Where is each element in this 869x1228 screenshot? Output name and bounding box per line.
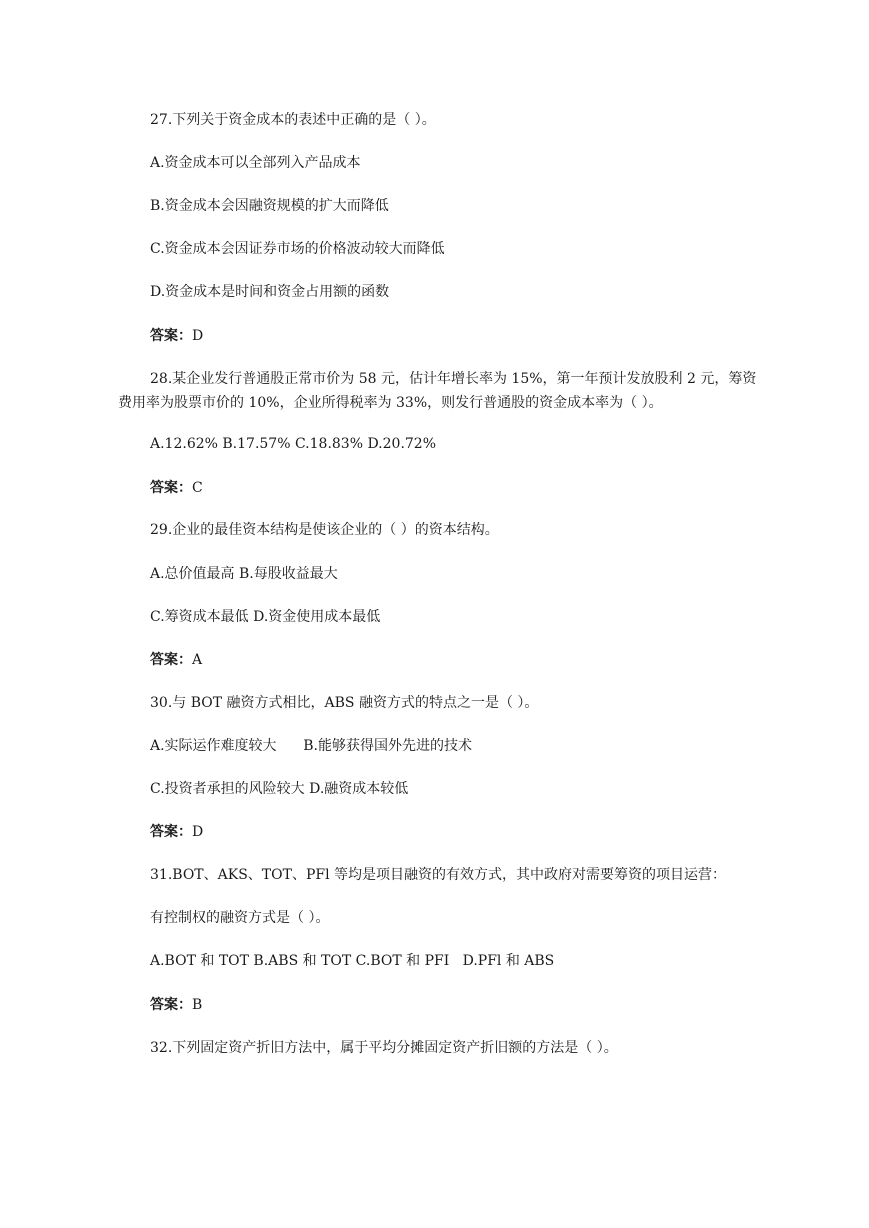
q28-options: A.12.62% B.17.57% C.18.83% D.20.72%	[150, 436, 437, 452]
answer-value: B	[192, 997, 203, 1013]
q30-options-line1: A.实际运作难度较大 B.能够获得国外先进的技术	[150, 738, 472, 754]
q28-answer	[150, 479, 203, 497]
question-31-line2: 有控制权的融资方式是（ ）。	[150, 910, 330, 926]
q27-option-d: D.资金成本是时间和资金占用额的函数	[150, 284, 390, 300]
answer-value: A	[192, 652, 203, 668]
q29-answer	[150, 651, 202, 669]
question-31-line1: 31.BOT、AKS、TOT、PFl 等均是项目融资的有效方式，其中政府对需要筹资的项目运营：	[150, 867, 727, 883]
question-28: 28.某企业发行普通股正常市价为 58 元，估计年增长率为 15%，第一年预计发放股利 2 元，筹资费用率为股票市价的 10%，企业所得税率为 33%，则发行普通股的资金成本率为（ ）。	[118, 371, 757, 411]
answer-label: 答案：	[150, 652, 192, 668]
answer-label: 答案：	[150, 997, 192, 1013]
answer-label: 答案：	[150, 480, 192, 496]
q29-options-line2: C.筹资成本最低 D.资金使用成本最低	[150, 609, 381, 625]
answer-value: C	[192, 480, 203, 496]
q30-answer	[150, 823, 203, 841]
question-27: 27.下列关于资金成本的表述中正确的是（ ）。	[150, 112, 436, 128]
q27-option-c: C.资金成本会因证券市场的价格波动较大而降低	[150, 241, 445, 257]
q30-options-line2: C.投资者承担的风险较大 D.融资成本较低	[150, 781, 409, 797]
question-29: 29.企业的最佳资本结构是使该企业的（ ）的资本结构。	[150, 522, 499, 538]
answer-label: 答案：	[150, 328, 192, 344]
answer-value: D	[192, 824, 204, 840]
q31-answer	[150, 996, 202, 1014]
answer-value: D	[192, 328, 204, 344]
question-32: 32.下列固定资产折旧方法中，属于平均分摊固定资产折旧额的方法是（ ）。	[150, 1040, 618, 1056]
q27-option-a: A.资金成本可以全部列入产品成本	[150, 155, 361, 171]
question-30: 30.与 BOT 融资方式相比，ABS 融资方式的特点之一是（ ）。	[150, 695, 539, 711]
answer-label: 答案：	[150, 824, 192, 840]
q27-answer	[150, 327, 203, 345]
q29-options-line1: A.总价值最高 B.每股收益最大	[150, 566, 338, 582]
q27-option-b: B.资金成本会因融资规模的扩大而降低	[150, 198, 389, 214]
q31-options: A.BOT 和 TOT B.ABS 和 TOT C.BOT 和 PFI D.PFl 和 ABS	[150, 953, 555, 969]
